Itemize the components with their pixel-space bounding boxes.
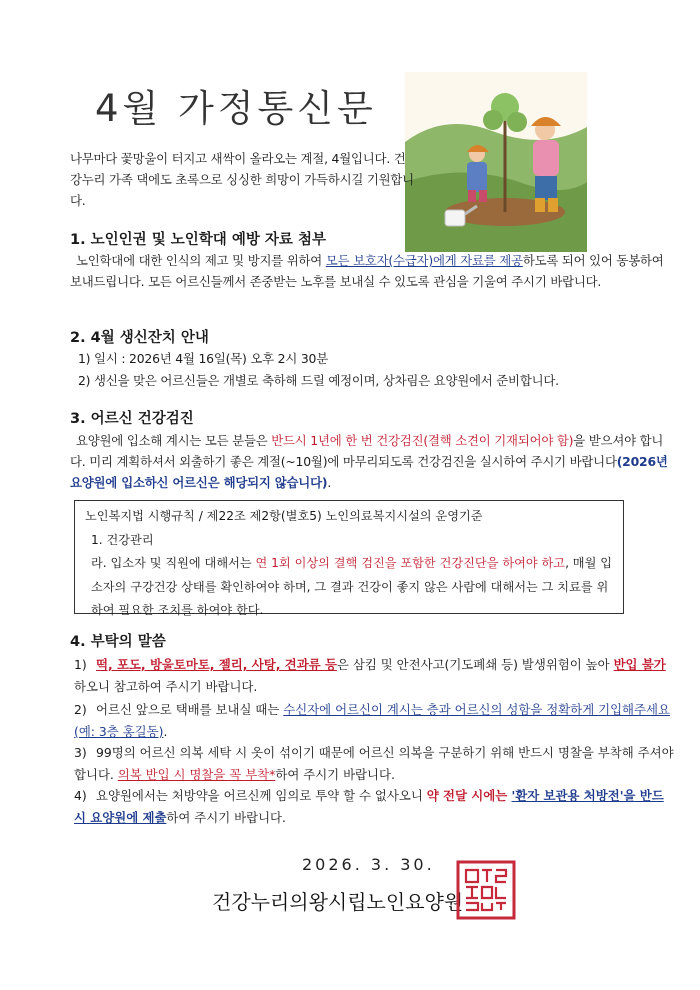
s1-highlight: 모든 보호자(수급자)에게 자료를 제공: [325, 253, 523, 268]
item-1-number: 1): [74, 657, 87, 672]
item-2-text-a: 어르신 앞으로 택배를 보내실 때는: [96, 702, 284, 717]
section-3-heading: 3. 어르신 건강검진: [70, 411, 194, 427]
item-4-text-a: 요양원에서는 처방약을 어르신께 임의로 투약 할 수 없사오니: [96, 788, 427, 803]
item-2-text-b: .: [163, 724, 168, 739]
item-1-text-a: 은 삼킴 및 안전사고(기도폐쇄 등) 발생위험이 높아: [336, 657, 614, 672]
birthday-date-item: 1) 일시 : 2026년 4월 16일(목) 오후 2시 30분: [78, 351, 328, 366]
intro-paragraph: 나무마다 꽃망울이 터지고 새싹이 올라오는 계절, 4월입니다. 건강누리 가족 댁에도 초록으로 싱싱한 희망이 가득하시길 기원합니다.: [70, 151, 414, 208]
item-2-blue: 수신자에 어르신이 계시는 층과 어르신의 성함을 정확하게 기입해주세요(예: 3층 홍길동): [74, 702, 670, 739]
section-1-heading: 1. 노인인권 및 노인학대 예방 자료 첨부: [70, 232, 326, 248]
request-item-1: [74, 654, 674, 698]
section-3-paragraph: [70, 430, 670, 493]
law-text-b: , 매월 입소자의 구강건강 상태를 확인하여야 하며, 그 결과 건강이 좋지 않은 사람에 대해서는 그 치료를 위하여 필요한 조치를 하여야 한다.: [91, 556, 613, 617]
issue-date: 2026. 3. 30.: [302, 855, 435, 874]
s3-blue-text: (2026년 요양원에 입소하신 어르신은 해당되지 않습니다): [70, 454, 668, 490]
request-item-4: [74, 785, 674, 829]
s3-text-b: 을 받으셔야 합니다. 미리 계획하셔서 외출하기 좋은 계절(~10월)에 마무리되도록 건강검진을 실시하여 주시기 바랍니다: [70, 433, 664, 469]
law-red-text: 연 1회 이상의 결핵 검진을 포함한 건강진단을 하여야 하고: [255, 556, 566, 570]
official-seal-icon: [456, 860, 516, 920]
law-box-title: 노인복지법 시행규칙 / 제22조 제2항(별호5) 노인의료복지시설의 운영기준: [85, 509, 483, 523]
law-box-text: [85, 552, 613, 623]
law-box-item: 1. 건강관리: [91, 532, 154, 547]
birthday-detail-item: 2) 생신을 맞은 어르신들은 개별로 축하해 드릴 예정이며, 상차림은 요양원에서 준비합니다.: [78, 373, 559, 388]
item-3-number: 3): [74, 745, 87, 760]
law-reference-box: [74, 500, 624, 617]
s3-red-text: 반드시 1년에 한 번 건강검진(결핵 소견이 기재되어야 함): [271, 433, 574, 448]
s1-text-b: 하도록 되어 있어 동봉하여 보내드립니다. 모든 어르신들께서 존중받는 노후를 보내실 수 있도록 관심을 기울여 주시기 바랍니다.: [70, 253, 664, 289]
item-1-red: 떡, 포도, 방울토마토, 젤리, 사탕, 견과류 등: [96, 657, 337, 672]
item-2-number: 2): [74, 702, 87, 717]
request-item-2: [74, 699, 674, 743]
section-4-heading: 4. 부탁의 말씀: [70, 634, 166, 650]
law-text-a: 라. 입소자 및 직원에 대해서는: [91, 556, 256, 570]
item-3-text-b: 하여 주시기 바랍니다.: [275, 767, 395, 782]
item-4-text-b: 하여 주시기 바랍니다.: [166, 810, 286, 825]
request-item-3: [74, 742, 674, 786]
organization-name: 건강누리의왕시립노인요양원: [212, 890, 464, 914]
item-4-red: 약 전달 시에는: [426, 788, 512, 803]
item-3-text-a: 99명의 어르신 의복 세탁 시 옷이 섞이기 때문에 어르신 의복을 구분하기 위해 반드시 명찰을 부착해 주셔야 합니다.: [74, 745, 674, 782]
item-4-number: 4): [74, 788, 87, 803]
item-1-text-b: 하오니 참고하여 주시기 바랍니다.: [74, 679, 258, 694]
item-1-red-2: 반입 불가: [613, 657, 666, 672]
page-title: 4월 가정통신문: [95, 87, 377, 130]
gardening-illustration: [405, 72, 587, 252]
s1-text-a: 노인학대에 대한 인식의 제고 및 방지를 위하여: [76, 253, 326, 268]
item-3-red: 의복 반입 시 명찰을 꼭 부착*: [117, 767, 276, 782]
section-2-heading: 2. 4월 생신잔치 안내: [70, 330, 209, 346]
item-4-blue: '환자 보관용 처방전'을 반드시 요양원에 제출: [74, 788, 664, 825]
s3-text-a: 요양원에 입소해 계시는 모든 분들은: [76, 433, 272, 448]
s3-text-c: .: [327, 475, 332, 490]
section-1-paragraph: [70, 250, 670, 292]
